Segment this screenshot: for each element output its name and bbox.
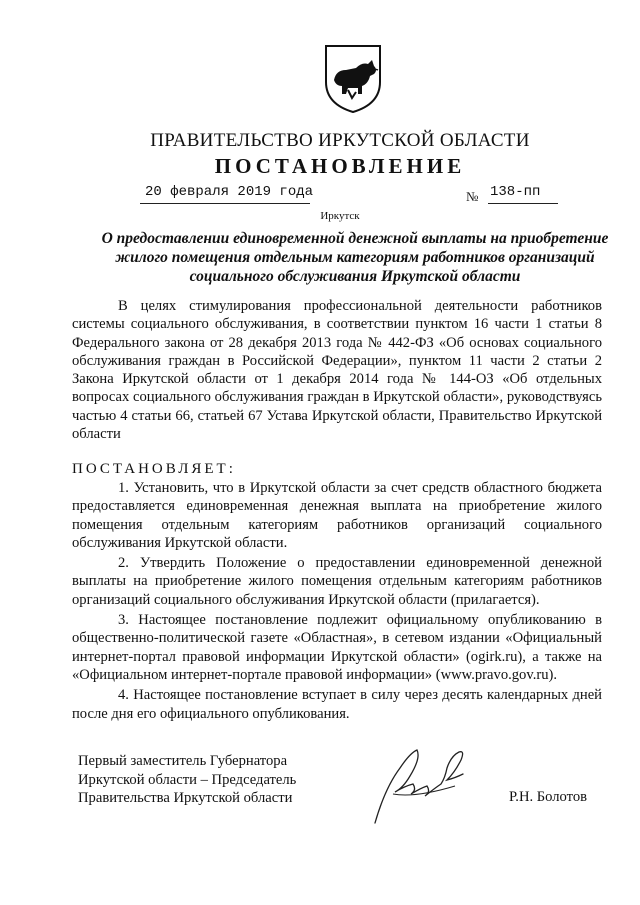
point-item: 2. Утвердить Положение о предоставлении единовременной денежной выплаты на приобретение жилого помещения отдельным категориям работников организаций социального обслуживания Иркутской области (прилагается). xyxy=(72,555,602,608)
signatory-position-line: Иркутской области – Председатель xyxy=(78,771,297,788)
document-date: 20 февраля 2019 года xyxy=(145,184,314,200)
point-item: 3. Настоящее постановление подлежит официальному опубликованию в общественно-политической газете «Областная», в сетевом издании «Официальный интернет-портал правовой информации Иркутской области» (ogirk.ru), а также на «Официальном интернет-портале правовой информации» (www.pravo.gov.ru). xyxy=(72,612,602,683)
number-underline xyxy=(488,203,558,204)
signatory-position-line: Правительства Иркутской области xyxy=(78,790,293,806)
points-list xyxy=(72,479,602,725)
coat-of-arms-icon xyxy=(322,42,384,114)
signatory-position xyxy=(78,752,296,808)
signatory-name: Р.Н. Болотов xyxy=(509,789,588,805)
document-number: 138-пп xyxy=(490,184,541,200)
date-underline xyxy=(140,203,310,204)
preamble-block xyxy=(72,297,602,443)
point-item: 4. Настоящее постановление вступает в силу через десять календарных дней после дня его официального опубликования. xyxy=(72,687,602,722)
signatory-position-line: Первый заместитель Губернатора xyxy=(78,753,288,769)
handwritten-signature xyxy=(355,728,475,828)
government-name: ПРАВИТЕЛЬСТВО ИРКУТСКОЙ ОБЛАСТИ xyxy=(150,130,530,151)
decree-word: ПОСТАНОВЛЯЕТ: xyxy=(72,461,236,477)
document-title: О предоставлении единовременной денежной выплаты на приобретение жилого помещения отдельным категориям работников организаций социального обслуживания Иркутской области xyxy=(101,230,609,285)
number-sign: № xyxy=(466,189,479,204)
document-type: ПОСТАНОВЛЕНИЕ xyxy=(214,154,466,178)
point-item: 1. Установить, что в Иркутской области за счет средств областного бюджета предоставляется единовременная денежная выплата на приобретение жилого помещения отдельным категориям работников организаций социального обслуживания Иркутской области. xyxy=(72,480,602,551)
preamble-text: В целях стимулирования профессиональной деятельности работников системы социального обслуживания, в соответствии пунктом 16 части 1 статьи 8 Федерального закона от 28 декабря 2013 года № 442-ФЗ «Об основах социального обслуживания граждан в Российской Федерации», пунктом 11 части 2 статьи 2 Закона Иркутской области от 1 декабря 2014 года № 144-ОЗ «Об отдельных вопросах социального обслуживания граждан в Иркутской области», руководствуясь частью 4 статьи 66, статьей 67 Устава Иркутской области, Правительство Иркутской области xyxy=(72,298,602,443)
city-name: Иркутск xyxy=(320,210,360,222)
